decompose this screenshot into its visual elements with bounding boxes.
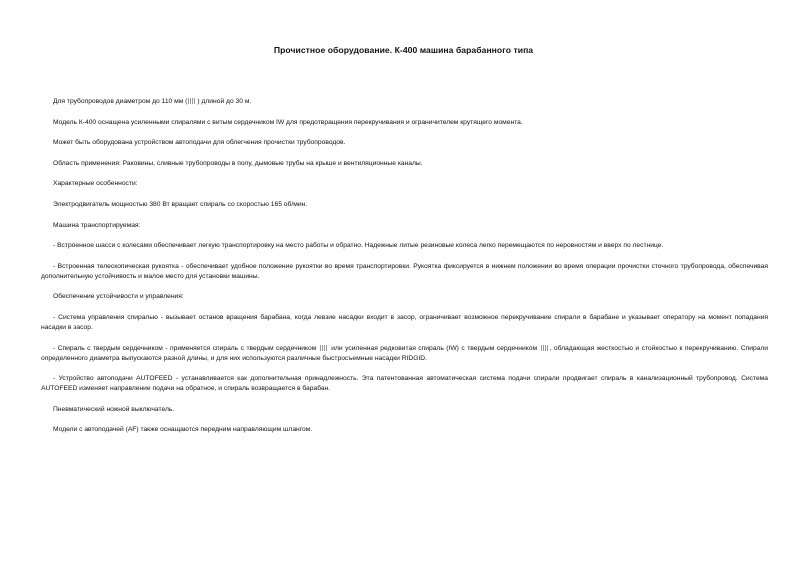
diameter-symbol-icon [188,98,196,104]
paragraph-chassis: - Встроенное шасси с колесами обеспечивает легкую транспортировку на место работы и обратно. Надежные литые резиновые колеса легко перемещаются по неровностям и вверх по лестнице. [53,242,664,250]
document-title: Прочистное оборудование. К-400 машина барабанного типа [273,45,534,55]
document-body [41,97,768,435]
paragraph-solid-core: - Спираль с твердым сердечником - применяется спираль с твердым сердечником или усиленная редковитая спираль (IW) с твердым сердечником , обладающая жесткостью и стойкостью к перекручиванию. Спирали определенного диаметра выпускаются разной длины, и для них используются различные быстросъемные насадки RIDGID. [41,344,769,362]
paragraph-model: Модель К-400 оснащена усиленными спиралями с витым сердечником IW для предотвращения перекручивания и ограничителем крутящего момента. [53,118,523,126]
paragraph-autofeed: - Устройство автоподачи AUTOFEED - устанавливается как дополнительная принадлежность. Эта патентованная автоматическая система подачи спирали продвигает спираль в канализационный трубопровод. Система AUTOFEED изменяет направление подачи на обратное, и спираль возвращается в барабан. [41,375,768,393]
paragraph-features-heading: Характерные особенности: [53,180,138,188]
paragraph-autofeed-option: Может быть оборудована устройством автоподачи для облегчения прочистки трубопроводов. [53,139,346,147]
paragraph-motor: Электродвигатель мощностью 380 Вт вращает спираль со скоростью 165 об/мин. [53,200,308,208]
paragraph-foot-switch: Пневматический ножной выключатель. [53,405,175,413]
cable-symbol-icon [541,345,549,351]
paragraph-transport-heading: Машина транспортируемая: [53,221,141,229]
cable-symbol-icon [320,345,328,351]
paragraph-diameter: Для трубопроводов диаметром до 110 мм ( ) длиной до 30 м. [53,98,252,105]
paragraph-guide-hose: Модели с автоподачей (AF) также оснащаются передним направляющим шлангом. [53,426,313,434]
paragraph-cable-control: - Система управления спиралью - вызывает останов вращения барабана, когда левзие насадки входит в засор, ограничивает возможное перекручивание спирали в барабане и указывает оператору на момент попадания насадки в засор. [41,313,768,331]
paragraph-application: Область применения: Раковины, сливные трубопроводы в полу, дымовые трубы на крыше и вентиляционные каналы. [53,159,423,167]
paragraph-handle: - Встроенная телескопическая рукоятка - обеспечивает удобное положение рукоятки во время транспортировки. Рукоятка фиксируется в нижнем положении во время операции прочистки сточного трубопровода, обеспечивая дополнительную устойчивость и малое место для установки машины. [41,262,768,280]
paragraph-stability-heading: Обеспечение устойчивости и управления: [53,293,184,301]
